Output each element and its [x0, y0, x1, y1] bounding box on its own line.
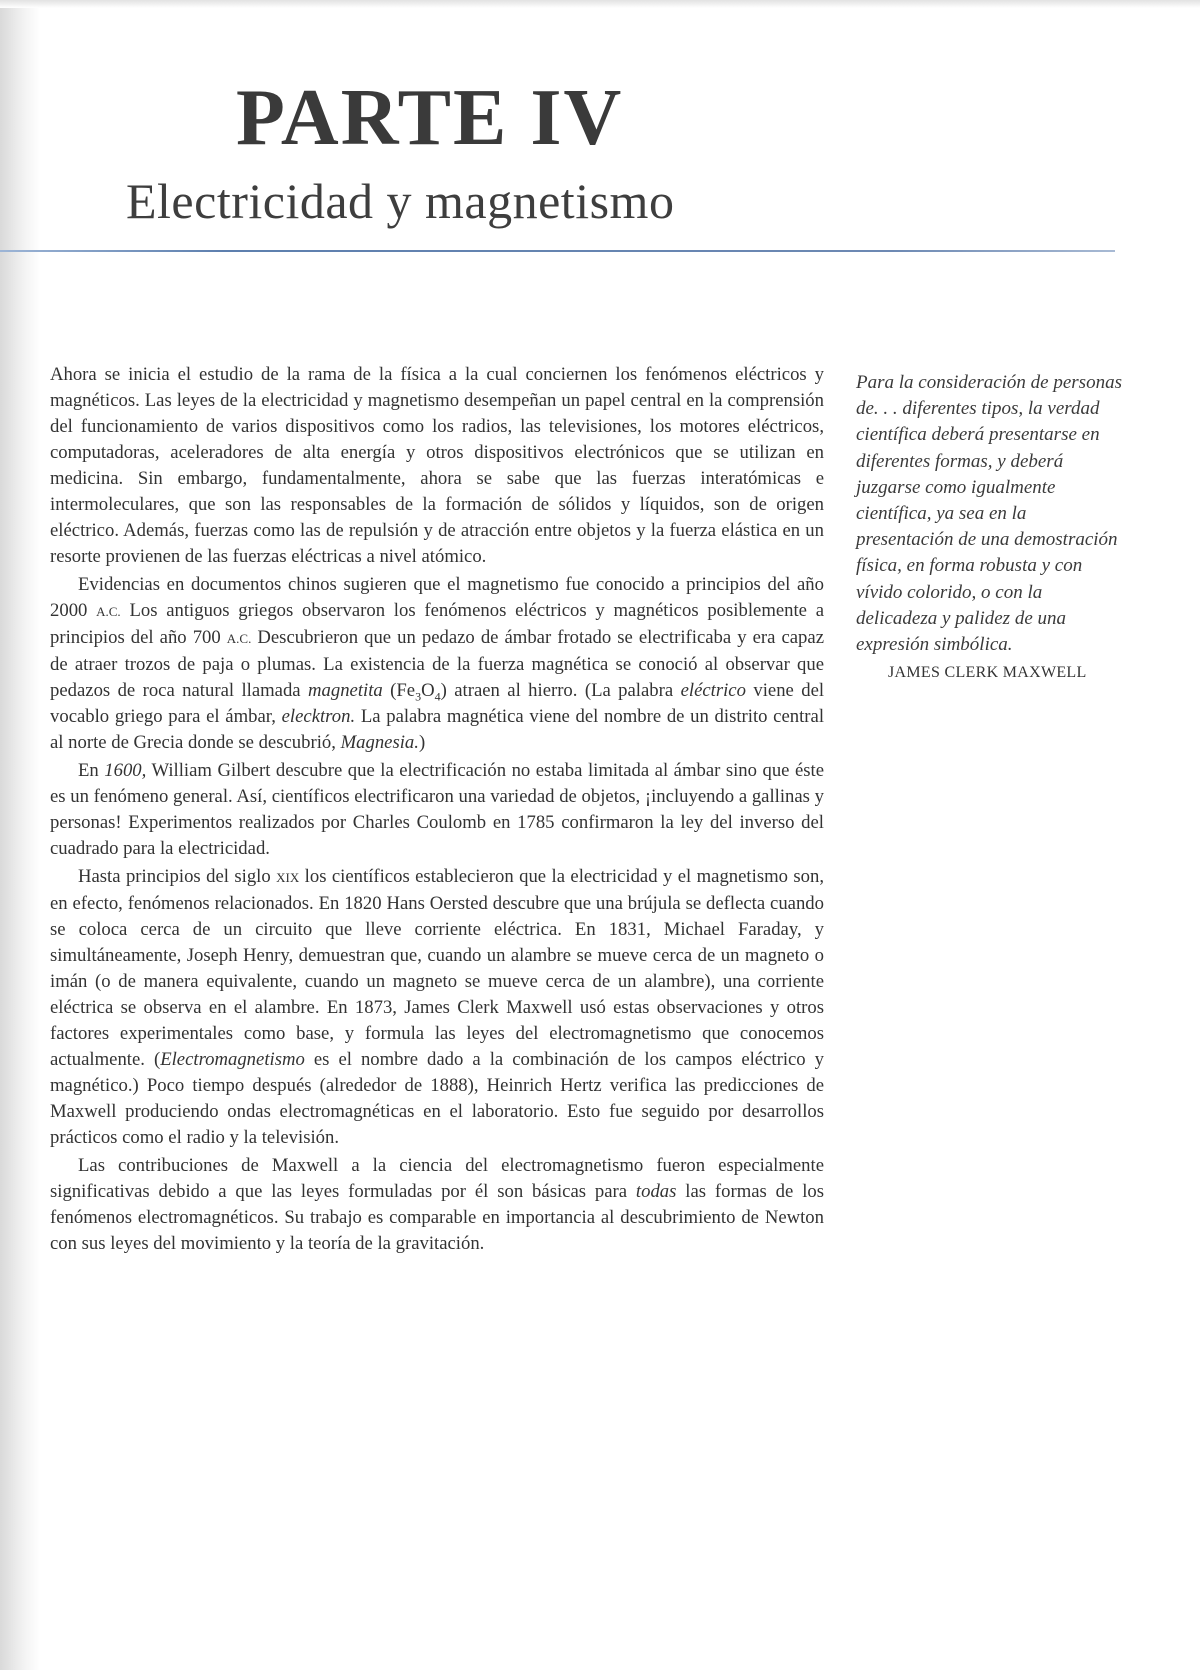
p2-text-2: Los antiguos griegos observaron los fenómenos eléctricos y magnéticos posiblemente a principios del año 700 — [50, 600, 825, 648]
p4-century: XIX — [276, 870, 300, 885]
p2-term-electrico: eléctrico — [680, 680, 746, 701]
p5-term-todas: todas — [635, 1181, 677, 1202]
epigraph-author: JAMES CLERK MAXWELL — [888, 664, 1087, 682]
p2-text-6: La palabra magnética viene del nombre de un distrito central al norte de Grecia donde se descubrió, — [50, 706, 825, 753]
p2-text-4: atraen al hierro. (La palabra — [454, 680, 674, 701]
p2-term-magnetita: magnetita — [308, 680, 383, 701]
paragraph-2 — [50, 572, 824, 756]
part-subtitle: Electricidad y magnetismo — [126, 173, 675, 229]
epigraph-quote: Para la consideración de personas de. . . diferentes tipos, la verdad científica deberá presentarse en diferentes formas, y deberá juzgarse como igualmente científica, ya sea en la presentación de una demostración física, en forma robusta y con vívido colorido, o con la delicadeza y palidez de una expresión simbólica. — [856, 372, 1122, 656]
p2-text-7: ) — [418, 732, 426, 753]
part-title: PARTE IV — [236, 74, 624, 162]
p3-text-2: William Gilbert descubre que la electrificación no estaba limitada al ámbar sino que éste es un fenómeno general. Así, científicos electrificaron una variedad de objetos, ¡incluyendo a gallinas y personas! Experimentos realizados por Charles Coulomb en 1785 confirmaron la ley del inverso del cuadrado para la electricidad. — [50, 760, 824, 859]
p4-text-3: es el nombre dado a la combinación de los campos eléctrico y magnético.) Poco tiempo después (alrededor de 1888), Heinrich Hertz verifica las predicciones de Maxwell produciendo ondas electromagnéticas en el laboratorio. Esto fue seguido por desarrollos prácticos como el radio y la televisión. — [50, 1049, 825, 1148]
header-rule — [0, 250, 1115, 252]
p2-text-1: Evidencias en documentos chinos sugieren que el magnetismo fue conocido a principios del año 2000 — [50, 574, 824, 621]
p2-formula: $(Fe_3O_4)$ — [390, 680, 447, 704]
paragraph-4 — [50, 864, 824, 1151]
p2-era-2: A.C. — [226, 631, 252, 646]
main-text — [50, 362, 824, 1259]
p4-term-electromagnetismo: Electromagnetismo — [160, 1049, 305, 1070]
paragraph-1 — [50, 362, 824, 570]
page-top-shadow — [0, 0, 1200, 8]
p2-text-3: Descubrieron que un pedazo de ámbar frotado se electrificaba y era capaz de atraer trozos de paja o plumas. La existencia de la fuerza magnética se conoció al observar que pedazos de roca natural llamada — [50, 627, 824, 701]
p2-term-magnesia: Magnesia. — [340, 732, 419, 753]
p3-year: 1600, — [104, 760, 147, 781]
paragraph-1-text: Ahora se inicia el estudio de la rama de la física a la cual conciernen los fenómenos eléctricos y magnéticos. Las leyes de la electricidad y magnetismo desempeñan un papel central en la comprensión del funcionamiento de varios dispositivos como los radios, las televisiones, los motores eléctricos, computadoras, aceleradores de alta energía y otros dispositivos electrónicos que se utilizan en medicina. Sin embargo, fundamentalmente, ahora se sabe que las fuerzas interatómicas e intermoleculares, que son las responsables de la formación de sólidos y líquidos, son de origen eléctrico. Además, fuerzas como las de repulsión y de atracción entre objetos y la fuerza elástica en un resorte provienen de las fuerzas eléctricas a nivel atómico. — [50, 364, 824, 567]
p5-text-2: las formas de los fenómenos electromagnéticos. Su trabajo es comparable en importancia al descubrimiento de Newton con sus leyes del movimiento y la teoría de la gravitación. — [50, 1181, 825, 1254]
p4-text-1: Hasta principios del siglo — [78, 866, 271, 887]
p3-text-1: En — [78, 760, 99, 781]
p5-text-1: Las contribuciones de Maxwell a la ciencia del electromagnetismo fueron especialmente significativas debido a que las leyes formuladas por él son básicas para — [50, 1155, 824, 1202]
p4-text-2: los científicos establecieron que la electricidad y el magnetismo son, en efecto, fenómenos relacionados. En 1820 Hans Oersted descubre que una brújula se deflecta cuando se coloca cerca de un circuito que lleve corriente eléctrica. En 1831, Michael Faraday, y simultáneamente, Joseph Henry, demuestran que, cuando un alambre se mueve cerca de un magneto o imán (o de manera equivalente, cuando un magneto se mueve cerca de un alambre), una corriente eléctrica se observa en el alambre. En 1873, James Clerk Maxwell usó estas observaciones y otros factores experimentales como base, y formula las leyes del electromagnetismo que conocemos actualmente. ( — [50, 866, 825, 1070]
p2-term-elecktron: elecktron. — [281, 706, 356, 727]
paragraph-5 — [50, 1153, 824, 1257]
p2-era-1: A.C. — [96, 604, 121, 619]
epigraph — [856, 370, 1124, 686]
paragraph-3 — [50, 758, 824, 862]
p2-text-5: viene del vocablo griego para el ámbar, — [50, 680, 825, 727]
